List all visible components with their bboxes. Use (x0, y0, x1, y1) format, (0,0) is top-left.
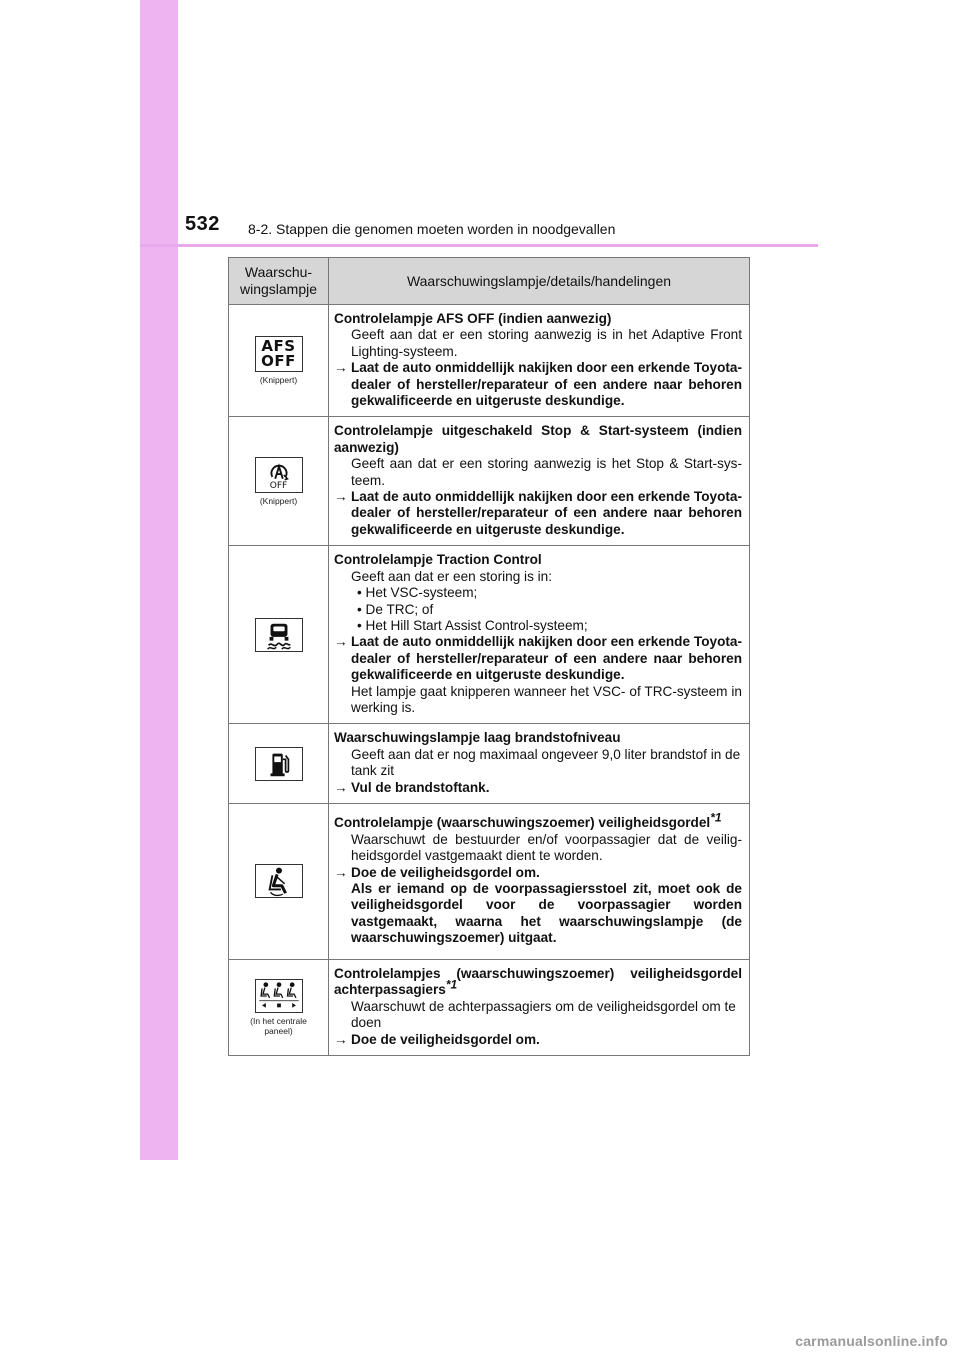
lamp-note: Het lampje gaat knipperen wanneer het VSC- of TRC-systeem in werking is. (351, 683, 742, 715)
arrow-right-icon: → (334, 489, 348, 505)
info-cell (329, 724, 750, 804)
lamp-cell (229, 724, 329, 804)
lamp-action (334, 489, 742, 538)
info-cell (329, 417, 750, 546)
table-row (229, 724, 750, 804)
warning-lamp-table (228, 257, 750, 1056)
page-number: 532 (185, 213, 220, 235)
lamp-caption: (Knippert) (259, 375, 298, 386)
lamp-caption: (In het centrale paneel) (250, 1015, 307, 1036)
table-row (229, 305, 750, 417)
list-item: • Het Hill Start Assist Control-systeem; (357, 617, 588, 633)
lamp-cell (229, 803, 329, 959)
lamp-action-text: Laat de auto onmiddellijk nakijken door een erkende Toyota-dealer of hersteller/reparateur of een andere naar behoren gekwalificeerde en uitgeruste deskundige. (351, 634, 742, 683)
lamp-action (334, 634, 742, 683)
lamp-action (334, 360, 742, 409)
lamp-description: Geeft aan dat er een storing is in: (351, 568, 553, 584)
stop-start-off-text: OFF (269, 480, 288, 491)
table-header-row (229, 258, 750, 305)
lamp-action (334, 865, 742, 881)
footnote-marker: *1 (710, 810, 722, 825)
details-column-header: Waarschuwingslampje/details/handelingen (329, 258, 750, 305)
section-title: 8-2. Stappen die genomen moeten worden in noodgevallen (248, 221, 616, 237)
lamp-title: Controlelampje Traction Control (334, 552, 542, 568)
lamp-action-text: Doe de veiligheidsgordel om. (351, 1031, 540, 1047)
footnote-marker: *1 (445, 977, 458, 992)
lamp-description: Geeft aan dat er nog maximaal ongeveer 9,0 liter brandstof in de tank zit (351, 746, 741, 779)
header-divider (140, 244, 818, 247)
arrow-right-icon: → (334, 1031, 348, 1047)
lamp-action-text: Vul de brandstoftank. (351, 779, 490, 795)
table-row (229, 546, 750, 724)
lamp-description: Waarschuwt de bestuurder en/of voorpassagier dat de veiligheidsgordel vastgemaakt dient te worden. (351, 831, 742, 864)
chapter-tab-header (140, 0, 178, 248)
rear-seatbelt-icon-graphic (256, 980, 302, 1012)
lamp-column-header (229, 258, 329, 305)
table-row (229, 803, 750, 959)
lamp-description: Waarschuwt de achterpassagiers om de veiligheidsgordel om te doen (351, 998, 736, 1031)
lamp-title (334, 966, 742, 999)
traction-control-icon-graphic (256, 619, 302, 651)
lamp-action-text: Laat de auto onmiddellijk nakijken door een erkende Toyota-dealer of hersteller/reparateur of een andere naar behoren gekwalificeerde en uitgeruste deskundige. (351, 489, 742, 537)
table-row (229, 417, 750, 546)
lamp-action (334, 780, 742, 796)
arrow-right-icon: → (334, 634, 348, 650)
afs-icon-off-text: OFF (261, 352, 296, 371)
lamp-title: Controlelampje AFS OFF (indien aanwezig) (334, 311, 612, 326)
fuel-pump-icon-graphic (256, 748, 302, 780)
arrow-right-icon: → (334, 864, 348, 880)
lamp-cell (229, 305, 329, 417)
seatbelt-icon (255, 864, 303, 898)
rear-seatbelt-icon (255, 979, 303, 1013)
list-item: • Het VSC-systeem; (357, 585, 478, 601)
lamp-cell (229, 417, 329, 546)
arrow-right-icon: → (334, 779, 348, 795)
lamp-action-note: Als er iemand op de voorpassagiersstoel zit, moet ook de veiligheidsgordel voor de voorpassagier worden vastgemaakt, waarna het waarschuwingslampje (de waarschuwingszoemer) uitgaat. (351, 880, 742, 946)
info-cell (329, 546, 750, 724)
watermark-logo: carmanualsonline.info (795, 1333, 948, 1349)
arrow-right-icon: → (334, 360, 348, 376)
afs-icon-text: AFS (261, 337, 296, 356)
lamp-title-text: Controlelampje (waarschuwingszoemer) veiligheidsgordel (334, 815, 711, 831)
lamp-description: Geeft aan dat er een storing aanwezig is het Stop & Start-systeem. (351, 456, 742, 488)
list-item: • De TRC; of (357, 601, 434, 617)
seatbelt-icon-graphic (256, 865, 302, 897)
info-cell (329, 305, 750, 417)
lamp-caption: (Knippert) (259, 495, 298, 506)
lamp-cell (229, 546, 329, 724)
info-cell (329, 803, 750, 959)
lamp-action-text: Doe de veiligheidsgordel om. (351, 864, 540, 880)
lamp-description: Geeft aan dat er een storing aanwezig is in het Adaptive Front Lighting-systeem. (351, 327, 742, 359)
lamp-action (334, 1032, 742, 1048)
table-row (229, 959, 750, 1055)
lamp-title (334, 810, 742, 831)
lamp-title-text: Controlelampjes (waarschuwingszoemer) veiligheidsgordel achterpassagiers (334, 965, 742, 998)
lamp-title: Waarschuwingslampje laag brandstofniveau (334, 730, 621, 746)
traction-control-icon (255, 618, 303, 652)
lamp-action-text: Laat de auto onmiddellijk nakijken door een erkende Toyota-dealer of hersteller/reparateur of een andere naar behoren gekwalificeerde en uitgeruste deskundige. (351, 360, 742, 409)
afs-off-icon (255, 336, 303, 372)
fuel-pump-icon (255, 747, 303, 781)
lamp-title: Controlelampje uitgeschakeld Stop & Start-systeem (indien aanwezig) (334, 423, 742, 455)
lamp-cell (229, 959, 329, 1055)
lamp-column-header-text: Waarschu- wingslampje (239, 264, 318, 297)
info-cell (329, 959, 750, 1055)
stop-start-off-icon (255, 457, 303, 493)
